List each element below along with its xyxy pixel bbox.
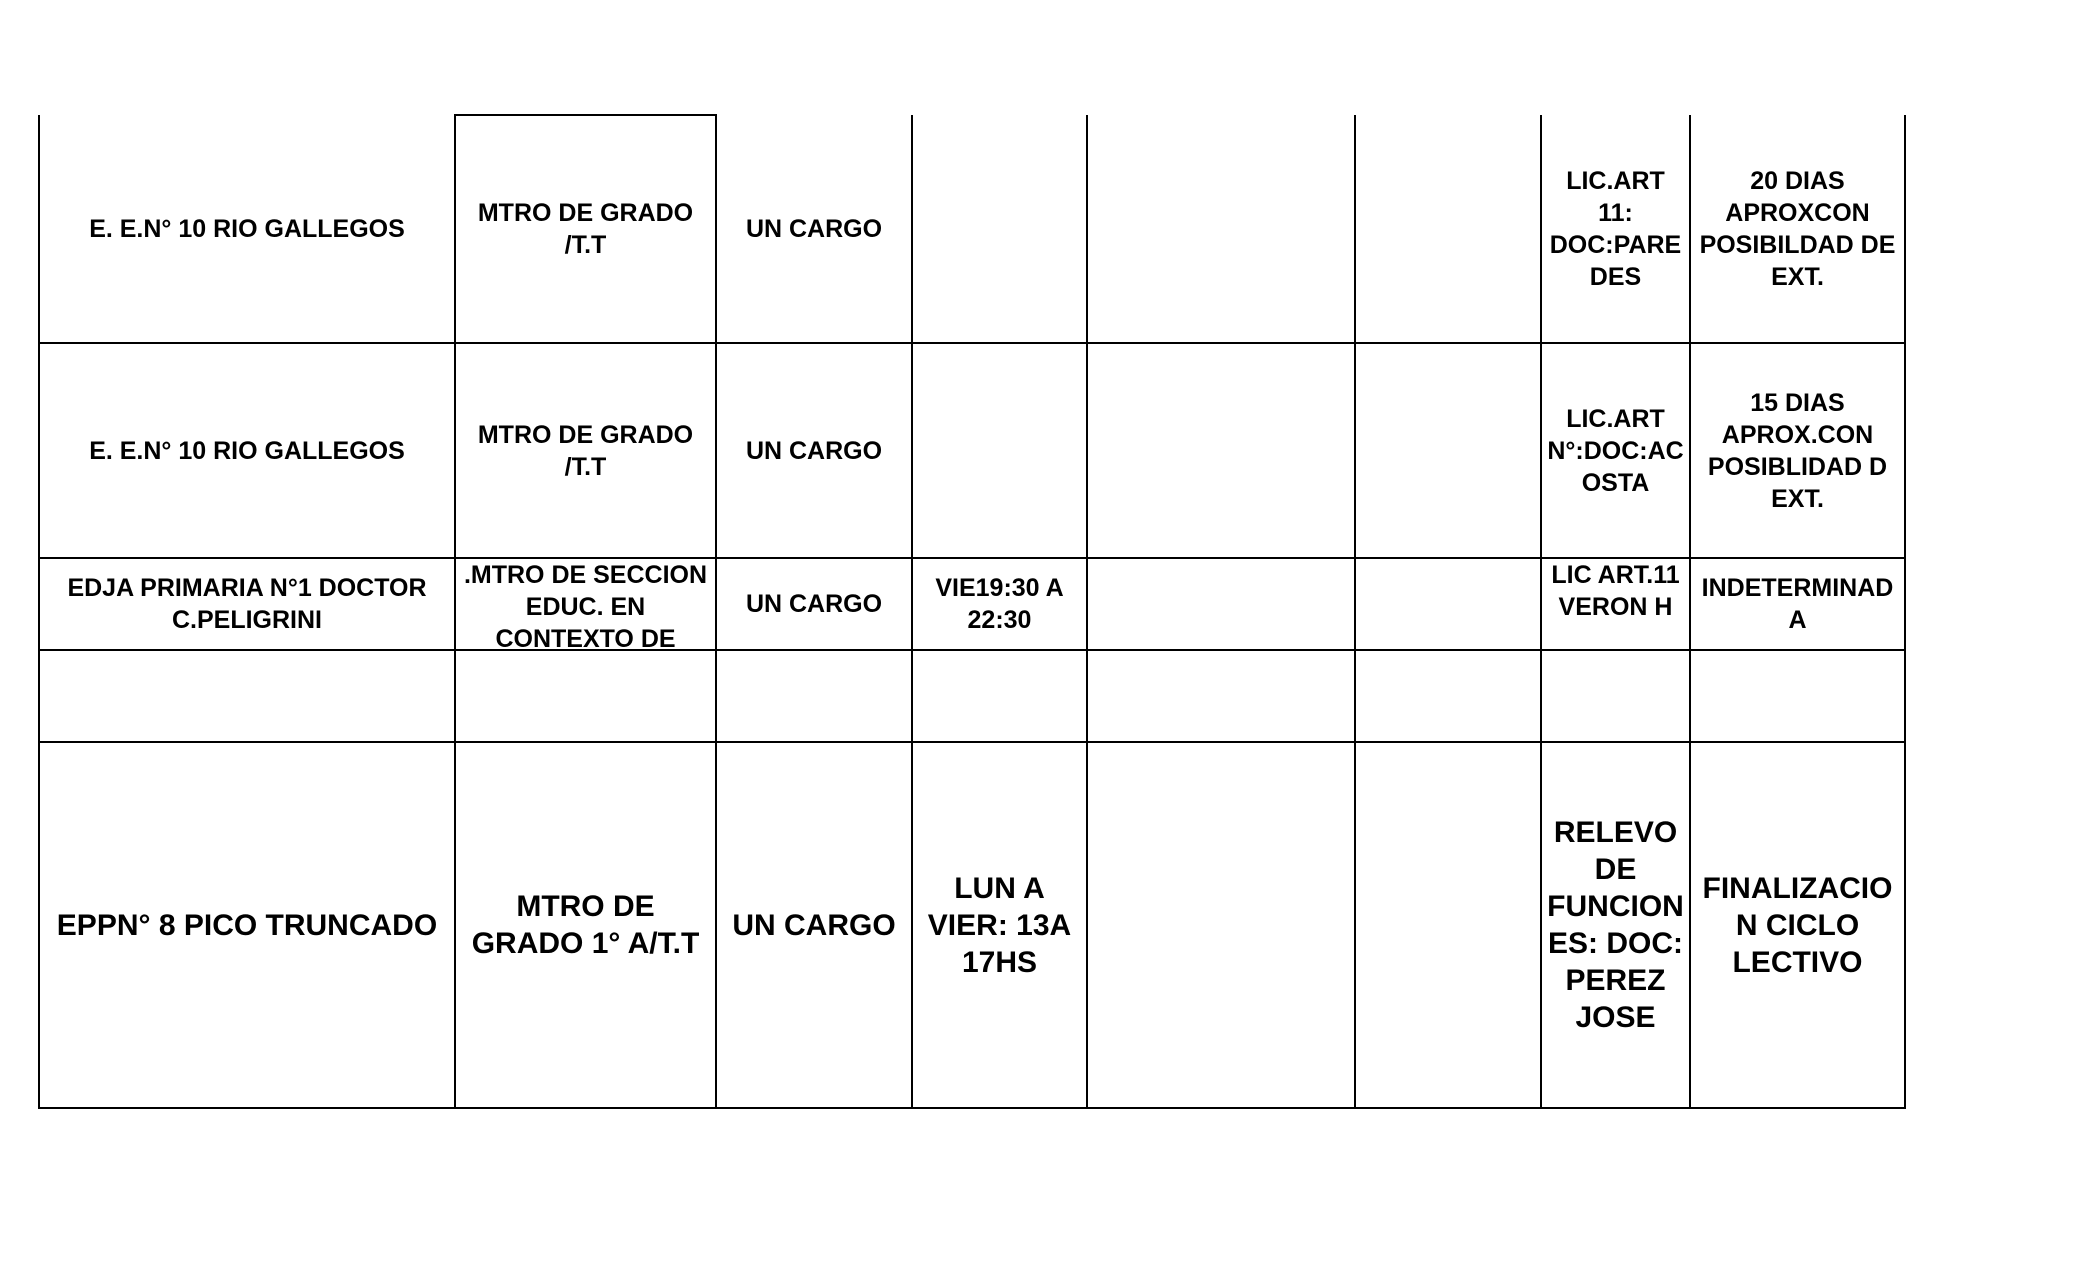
empty-cell	[1355, 742, 1541, 1108]
load-cell: UN CARGO	[716, 343, 912, 558]
duration-cell: 15 DIAS APROX.CON POSIBLIDAD D EXT.	[1690, 343, 1905, 558]
reason-cell: RELEVO DE FUNCION ES: DOC: PEREZ JOSE	[1541, 742, 1690, 1108]
empty-cell	[1355, 115, 1541, 343]
reason-text: LIC ART.11 VERON H	[1551, 561, 1680, 621]
duration-cell	[1690, 650, 1905, 742]
schedule-cell	[912, 650, 1087, 742]
reason-cell	[1541, 650, 1690, 742]
empty-cell	[1355, 558, 1541, 650]
table-row	[39, 742, 1905, 1108]
load-cell	[716, 650, 912, 742]
schedule-cell	[912, 343, 1087, 558]
table-row	[39, 115, 1905, 343]
duration-cell: 20 DIAS APROXCON POSIBILDAD DE EXT.	[1690, 115, 1905, 343]
empty-cell	[1355, 650, 1541, 742]
reason-cell: LIC.ART 11: DOC:PARE DES	[1541, 115, 1690, 343]
duration-cell: INDETERMINAD A	[1690, 558, 1905, 650]
school-cell: EDJA PRIMARIA N°1 DOCTOR C.PELIGRINI	[39, 558, 455, 650]
schedule-cell	[912, 115, 1087, 343]
position-cell: MTRO DE GRADO /T.T	[455, 115, 716, 343]
school-cell	[39, 650, 455, 742]
schedule-cell: VIE19:30 A 22:30	[912, 558, 1087, 650]
empty-cell	[1087, 115, 1355, 343]
empty-cell	[1355, 343, 1541, 558]
duration-cell: FINALIZACIO N CICLO LECTIVO	[1690, 742, 1905, 1108]
vacancy-table	[38, 114, 1906, 1109]
position-cell: MTRO DE GRADO 1° A/T.T	[455, 742, 716, 1108]
school-cell: E. E.N° 10 RIO GALLEGOS	[39, 115, 455, 343]
empty-cell	[1087, 343, 1355, 558]
school-cell: EPPN° 8 PICO TRUNCADO	[39, 742, 455, 1108]
load-cell: UN CARGO	[716, 558, 912, 650]
position-cell: MTRO DE GRADO /T.T	[455, 343, 716, 558]
reason-cell: LIC.ART N°:DOC:AC OSTA	[1541, 343, 1690, 558]
table-row	[39, 650, 1905, 742]
vacancy-table-sheet	[38, 114, 1904, 1109]
load-cell: UN CARGO	[716, 742, 912, 1108]
empty-cell	[1087, 558, 1355, 650]
reason-cell	[1541, 558, 1690, 650]
empty-cell	[1087, 742, 1355, 1108]
position-text: .MTRO DE SECCION EDUC. EN CONTEXTO DE	[463, 561, 708, 649]
table-row	[39, 558, 1905, 650]
table-row	[39, 343, 1905, 558]
load-cell: UN CARGO	[716, 115, 912, 343]
schedule-cell: LUN A VIER: 13A 17HS	[912, 742, 1087, 1108]
empty-cell	[1087, 650, 1355, 742]
school-cell: E. E.N° 10 RIO GALLEGOS	[39, 343, 455, 558]
position-cell	[455, 650, 716, 742]
position-cell	[455, 558, 716, 650]
